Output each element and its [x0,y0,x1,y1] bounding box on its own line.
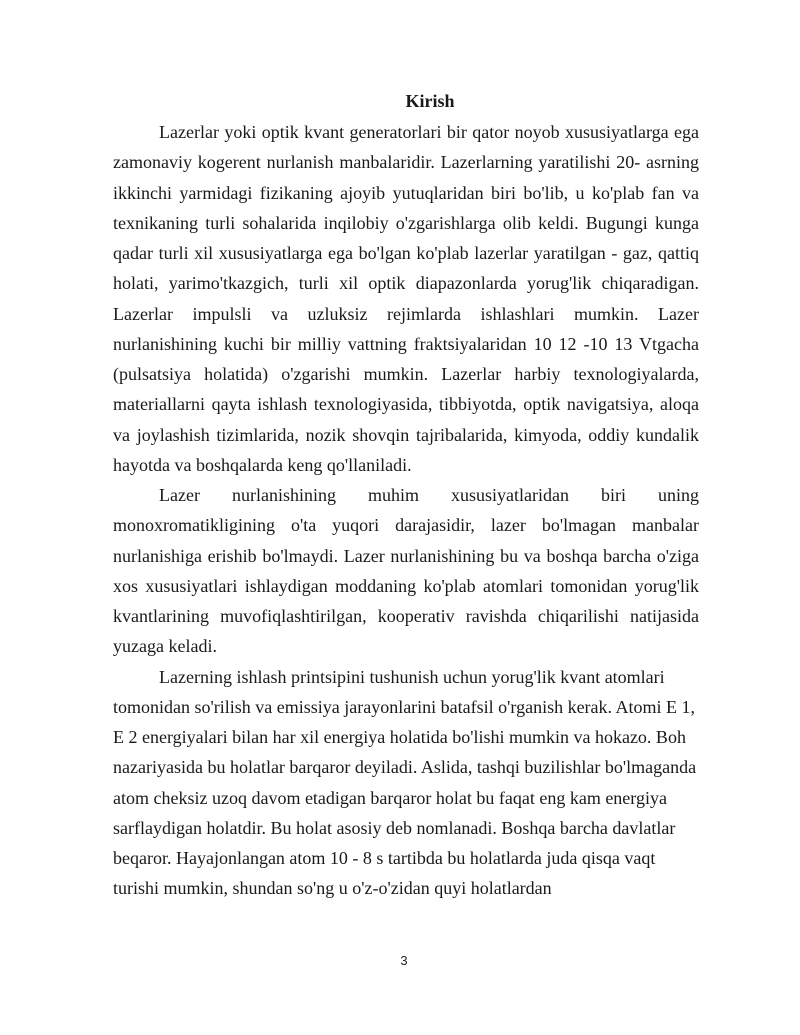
paragraph-monochromaticity: Lazer nurlanishining muhim xususiyatlaridan biri uning monoxromatikligining o'ta yuqori darajasidir, lazer bo'lmagan manbalar nurlanishiga erishib bo'lmaydi. Lazer nurlanishining bu va boshqa barcha o'ziga xos xususiyatlari ishlaydigan moddaning ko'plab atomlari tomonidan yorug'lik kvantlarining muvofiqlashtirilgan, kooperativ ravishda chiqarilishi natijasida yuzaga keladi. [113,485,699,657]
page-title: Kirish [405,91,455,111]
body-text [113,117,699,904]
paragraph-intro: Lazerlar yoki optik kvant generatorlari bir qator noyob xususiyatlarga ega zamonaviy kogerent nurlanish manbalaridir. Lazerlarning yaratilishi 20- asrning ikkinchi yarmidagi fizikaning ajoyib yutuqlaridan biri bo'lib, u ko'plab fan va texnikaning turli sohalarida inqilobiy o'zgarishlarga olib keldi. Bugungi kunga qadar turli xil xususiyatlarga ega bo'lgan ko'plab lazerlar yaratilgan - gaz, qattiq holati, yarimo'tkazgich, turli xil optik diapazonlarda yorug'lik chiqaradigan. Lazerlar impulsli va uzluksiz rejimlarda ishlashlari mumkin. Lazer nurlanishining kuchi bir milliy vattning fraktsiyalaridan 10 12 -10 13 Vtgacha (pulsatsiya holatida) o'zgarishi mumkin. Lazerlar harbiy texnologiyalarda, materiallarni qayta ishlash texnologiyasida, tibbiyotda, optik navigatsiya, aloqa va joylashish tizimlarida, nozik shovqin tajribalarida, kimyoda, oddiy kundalik hayotda va boshqalarda keng qo'llaniladi. [113,122,699,475]
paragraph-working-principle: Lazerning ishlash printsipini tushunish uchun yorug'lik kvant atomlari tomonidan so'rilish va emissiya jarayonlarini batafsil o'rganish kerak. Atomi E 1, E 2 energiyalari bilan har xil energiya holatida bo'lishi mumkin va hokazo. Boh nazariyasida bu holatlar barqaror deyiladi. Aslida, tashqi buzilishlar bo'lmaganda atom cheksiz uzoq davom etadigan barqaror holat bu faqat eng kam energiya sarflaydigan holatdir. Bu holat asosiy deb nomlanadi. Boshqa barcha davlatlar beqaror. Hayajonlangan atom 10 - 8 s tartibda bu holatlarda juda qisqa vaqt turishi mumkin, shundan so'ng u o'z-o'zidan quyi holatlardan [113,666,697,899]
page-number: 3 [400,953,408,968]
